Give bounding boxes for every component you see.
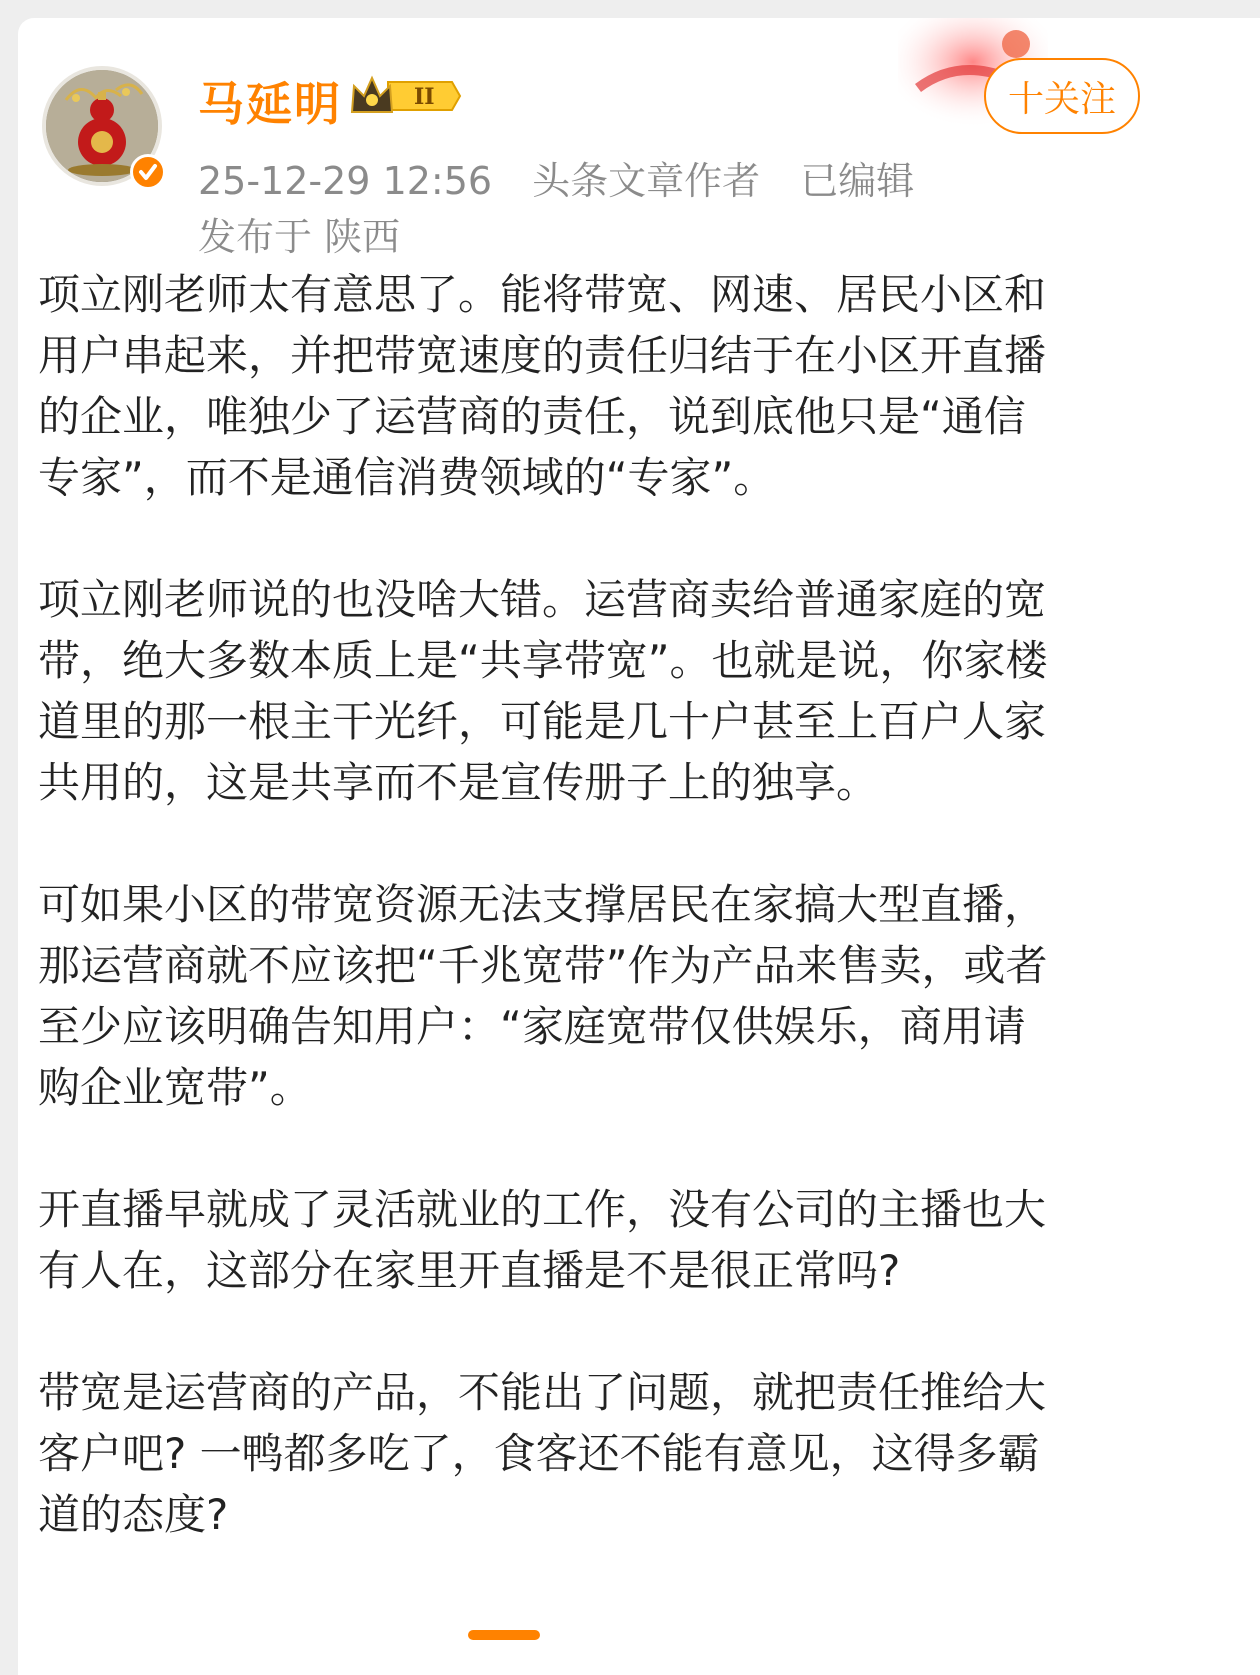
post-card <box>18 18 1260 1675</box>
edited-label[interactable]: 已编辑 <box>800 159 915 203</box>
author-tag[interactable]: 头条文章作者 <box>532 159 761 203</box>
post-content <box>38 264 1238 1606</box>
paragraph-line: 的企业，唯独少了运营商的责任，说到底他只是“通信 <box>38 392 1026 441</box>
post-location: 发布于 陕西 <box>198 215 401 259</box>
paragraph-line: 用户串起来，并把带宽速度的责任归结于在小区开直播 <box>38 331 1047 380</box>
author-name[interactable]: 马延明 <box>198 77 342 131</box>
post-paragraph <box>38 1362 1238 1545</box>
paragraph-line: 共用的，这是共享而不是宣传册子上的独享。 <box>38 758 879 807</box>
paragraph-line: 开直播早就成了灵活就业的工作，没有公司的主播也大 <box>38 1185 1047 1234</box>
paragraph-line: 项立刚老师太有意思了。能将带宽、网速、居民小区和 <box>38 270 1047 319</box>
vip-crown-badge-icon[interactable] <box>348 72 464 120</box>
post-paragraph <box>38 569 1238 813</box>
paragraph-line: 购企业宽带”。 <box>38 1063 312 1112</box>
paragraph-line: 有人在，这部分在家里开直播是不是很正常吗? <box>38 1246 901 1295</box>
paragraph-line: 道的态度? <box>38 1490 229 1539</box>
paragraph-line: 专家”，而不是通信消费领域的“专家”。 <box>38 453 776 502</box>
paragraph-line: 带宽是运营商的产品，不能出了问题，就把责任推给大 <box>38 1368 1047 1417</box>
paragraph-line: 那运营商就不应该把“千兆宽带”作为产品来售卖，或者 <box>38 941 1048 990</box>
post-paragraph <box>38 1179 1238 1301</box>
follow-button[interactable]: 十关注 <box>984 58 1140 134</box>
verified-badge-icon <box>130 154 166 190</box>
author-avatar[interactable] <box>42 66 170 194</box>
paragraph-line: 客户吧? 一鸭都多吃了，食客还不能有意见，这得多霸 <box>38 1429 1040 1478</box>
post-paragraph <box>38 874 1238 1118</box>
post-timestamp: 25-12-29 12:56 <box>198 159 493 203</box>
vip-level: II <box>414 84 435 110</box>
paragraph-line: 至少应该明确告知用户：“家庭宽带仅供娱乐，商用请 <box>38 1002 1026 1051</box>
post-paragraph <box>38 264 1238 508</box>
scroll-indicator <box>468 1630 540 1640</box>
paragraph-line: 带，绝大多数本质上是“共享带宽”。也就是说，你家楼 <box>38 636 1048 685</box>
paragraph-line: 项立刚老师说的也没啥大错。运营商卖给普通家庭的宽 <box>38 575 1047 624</box>
post-meta <box>198 150 942 205</box>
paragraph-line: 可如果小区的带宽资源无法支撑居民在家搞大型直播， <box>38 880 1047 929</box>
paragraph-line: 道里的那一根主干光纤，可能是几十户甚至上百户人家 <box>38 697 1047 746</box>
